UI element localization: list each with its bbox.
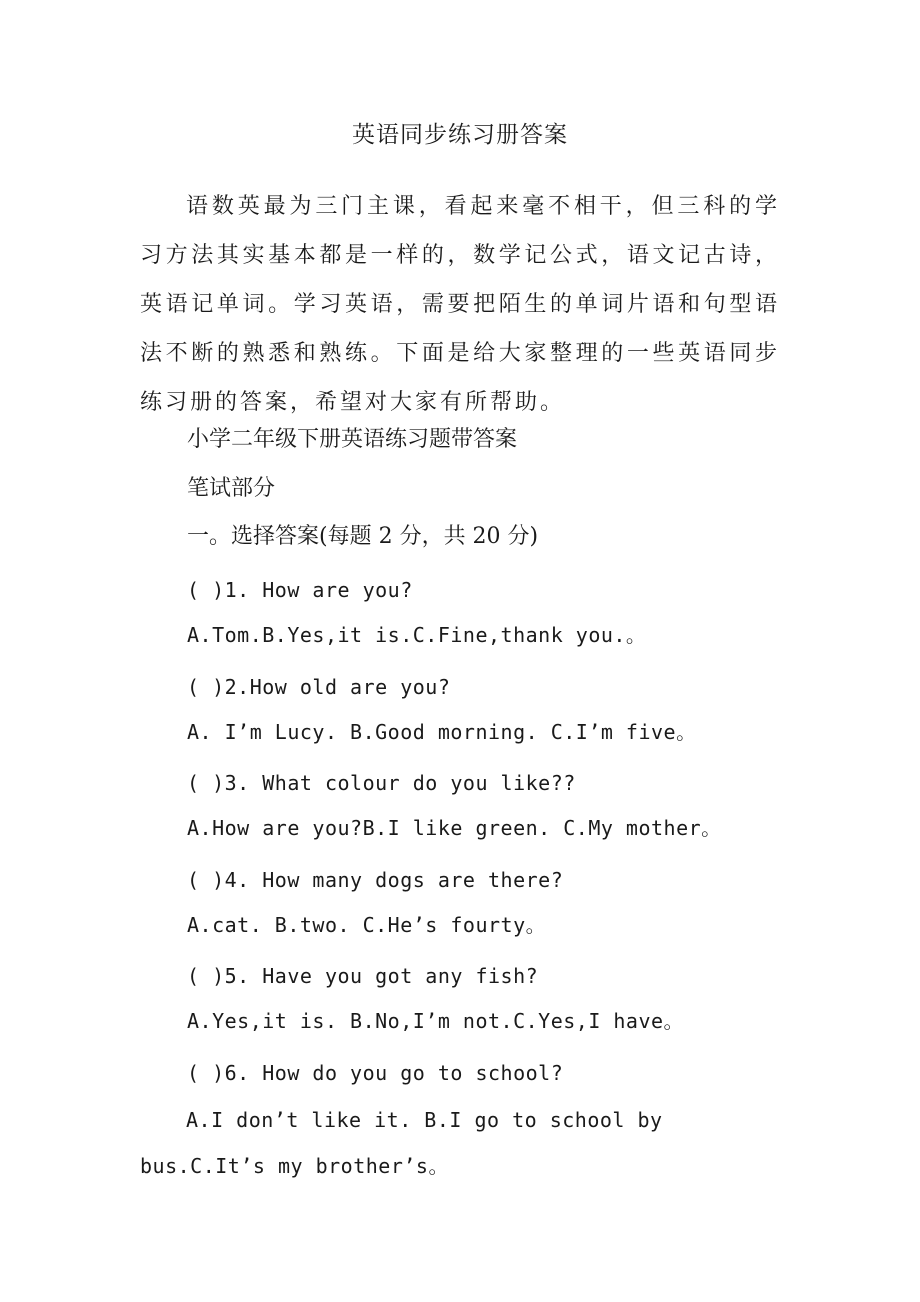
- question-4: ( )4. How many dogs are there?: [187, 868, 564, 892]
- intro-paragraph: 语数英最为三门主课，看起来毫不相干，但三科的学习方法其实基本都是一样的，数学记公式，语文记古诗，英语记单词。学习英语，需要把陌生的单词片语和句型语法不断的熟悉和熟练。下面是给大家整理的一些英语同步练习册的答案，希望对大家有所帮助。: [140, 194, 780, 415]
- question-header: 一。选择答案(每题 2 分，共 20 分): [187, 524, 539, 549]
- question-6: ( )6. How do you go to school?: [187, 1061, 564, 1085]
- question-5: ( )5. Have you got any fish?: [187, 964, 539, 988]
- options-6: A.I don’t like it. B.I go to school by bus.C.It’s my brother’s。: [140, 1108, 663, 1178]
- options-3: A.How are you?B.I like green. C.My mother。: [187, 816, 722, 840]
- section-title: 小学二年级下册英语练习题带答案: [187, 427, 518, 452]
- options-1: A.Tom.B.Yes,it is.C.Fine,thank you.。: [187, 623, 647, 647]
- options-5: A.Yes,it is. B.No,I’m not.C.Yes,I have。: [187, 1009, 685, 1033]
- question-1: ( )1. How are you?: [187, 578, 413, 602]
- options-2: A. I’m Lucy. B.Good morning. C.I’m five。: [187, 720, 697, 744]
- options-4: A.cat. B.two. C.He’s fourty。: [187, 913, 547, 937]
- page-title: 英语同步练习册答案: [352, 122, 568, 148]
- part-title: 笔试部分: [187, 476, 276, 501]
- question-3: ( )3. What colour do you like??: [187, 771, 576, 795]
- question-2: ( )2.How old are you?: [187, 675, 451, 699]
